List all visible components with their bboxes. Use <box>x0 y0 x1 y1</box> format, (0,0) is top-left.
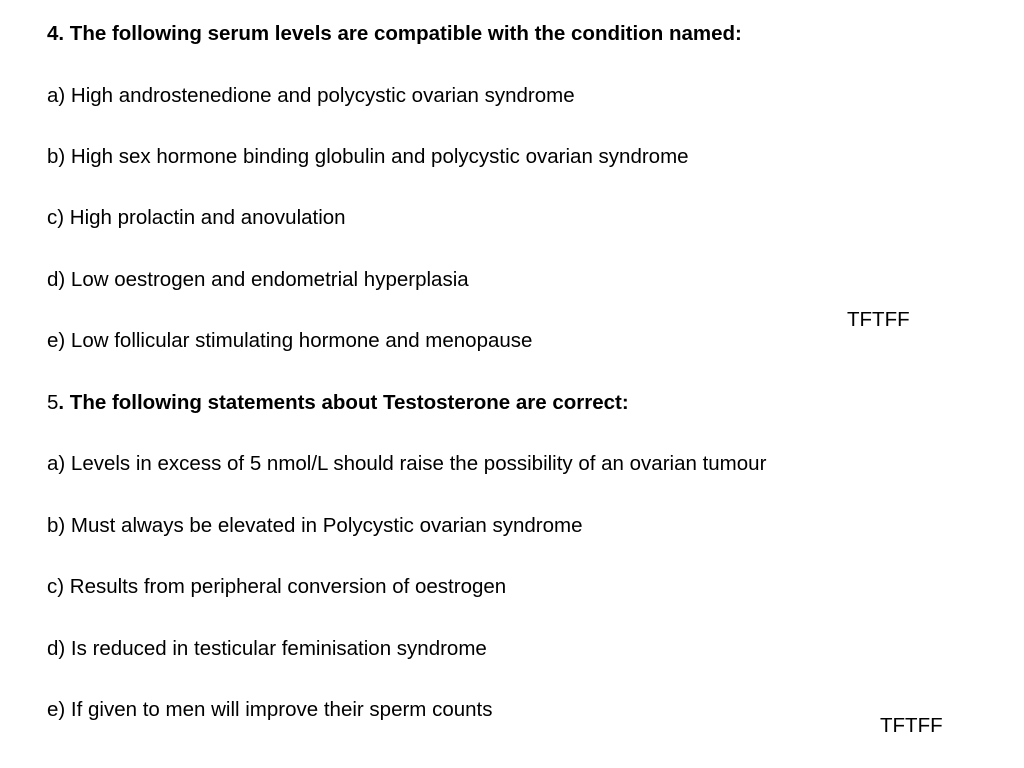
question-4-option-a: a) High androstenedione and polycystic ovarian syndrome <box>47 84 575 107</box>
question-4-option-d: d) Low oestrogen and endometrial hyperplasia <box>47 268 469 291</box>
question-5-answer: TFTFF <box>880 714 943 737</box>
question-5-heading <box>47 390 629 416</box>
question-4-option-b: b) High sex hormone binding globulin and polycystic ovarian syndrome <box>47 145 689 168</box>
question-4-number: 4 <box>47 22 59 45</box>
question-4-heading-text: . The following serum levels are compatible with the condition named: <box>58 22 742 45</box>
question-4-answer: TFTFF <box>847 308 910 331</box>
question-5-option-b: b) Must always be elevated in Polycystic ovarian syndrome <box>47 514 583 537</box>
question-5-option-c: c) Results from peripheral conversion of oestrogen <box>47 575 507 598</box>
question-4-option-e: e) Low follicular stimulating hormone and menopause <box>47 329 533 352</box>
question-4-heading <box>47 21 742 47</box>
question-5-option-a: a) Levels in excess of 5 nmol/L should raise the possibility of an ovarian tumour <box>47 452 767 475</box>
question-5-option-e: e) If given to men will improve their sperm counts <box>47 698 493 721</box>
question-5-option-d: d) Is reduced in testicular feminisation syndrome <box>47 637 487 660</box>
question-4-option-c: c) High prolactin and anovulation <box>47 206 346 229</box>
question-5-heading-text: . The following statements about Testosterone are correct: <box>58 391 629 414</box>
question-5-number: 5 <box>47 391 59 414</box>
